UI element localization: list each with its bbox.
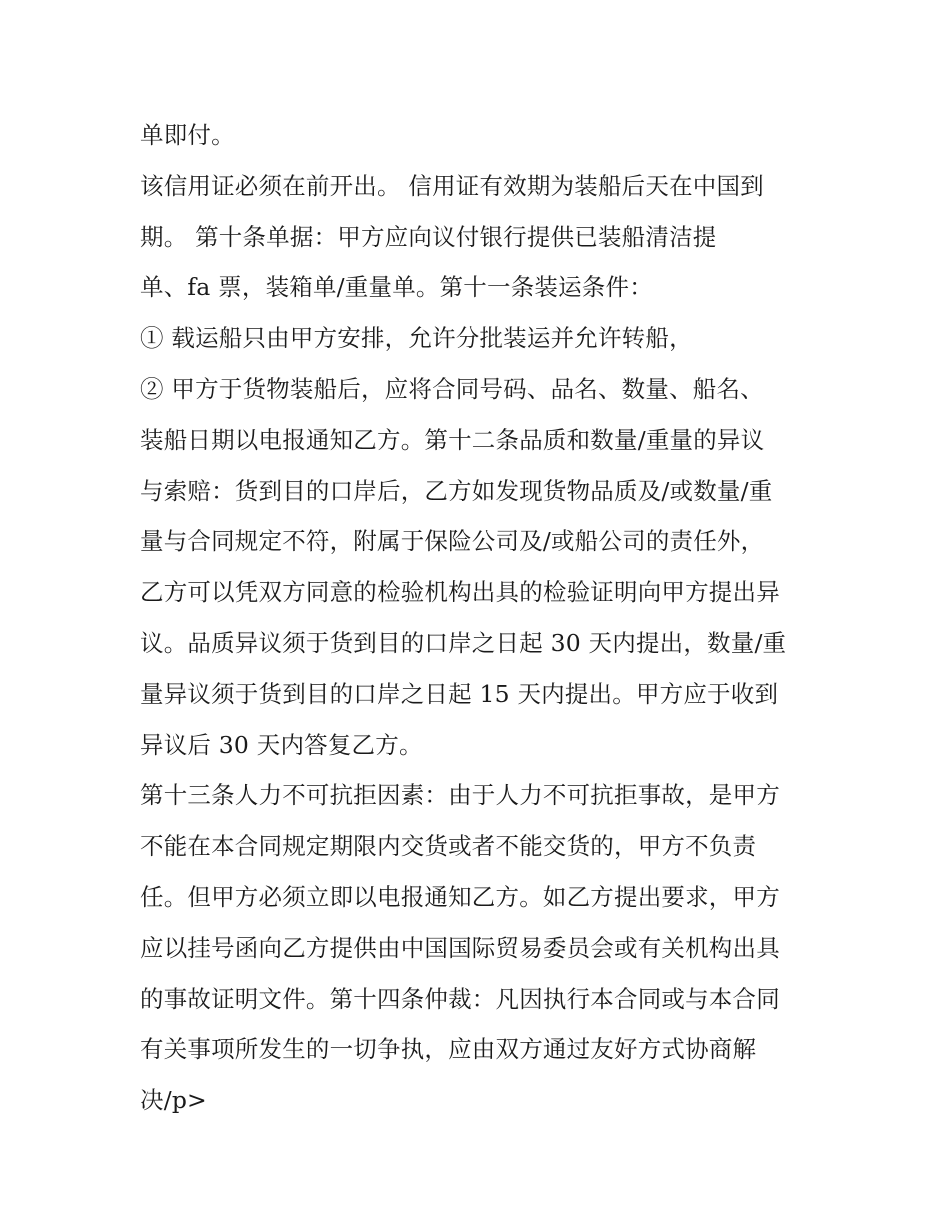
text-line-8: 与索赔：货到目的口岸后，乙方如发现货物品质及/或数量/重 xyxy=(140,476,773,505)
text-line-18: 的事故证明文件。第十四条仲裁：凡因执行本合同或与本合同 xyxy=(140,984,780,1013)
text-line-15: 不能在本合同规定期限内交货或者不能交货的，甲方不负责 xyxy=(140,832,757,861)
text-line-20: 决/p> xyxy=(140,1086,207,1115)
text-line-12: 量异议须于货到目的口岸之日起 15 天内提出。甲方应于收到 xyxy=(140,679,779,708)
text-line-13: 异议后 30 天内答复乙方。 xyxy=(140,730,423,759)
text-line-10: 乙方可以凭双方同意的检验机构出具的检验证明向甲方提出异 xyxy=(140,578,780,607)
text-line-1: 单即付。 xyxy=(140,121,235,149)
text-line-16: 任。但甲方必须立即以电报通知乙方。如乙方提出要求，甲方 xyxy=(140,882,780,911)
text-line-11: 议。品质异议须于货到目的口岸之日起 30 天内提出，数量/重 xyxy=(140,628,787,657)
text-line-17: 应以挂号函向乙方提供由中国国际贸易委员会或有关机构出具 xyxy=(140,933,780,962)
text-line-2: 该信用证必须在前开出。 信用证有效期为装船后天在中国到 xyxy=(140,171,764,200)
text-line-14: 第十三条人力不可抗拒因素：由于人力不可抗拒事故，是甲方 xyxy=(140,781,780,810)
text-line-9: 量与合同规定不符，附属于保险公司及/或船公司的责任外， xyxy=(140,527,765,556)
text-line-19: 有关事项所发生的一切争执，应由双方通过友好方式协商解 xyxy=(140,1035,757,1064)
text-line-6: ② 甲方于货物装船后，应将合同号码、品名、数量、船名、 xyxy=(140,374,764,403)
text-line-5: ① 载运船只由甲方安排，允许分批装运并允许转船， xyxy=(140,324,693,353)
text-line-4: 单、fa 票，装箱单/重量单。第十一条装运条件： xyxy=(140,273,653,302)
text-line-3: 期。 第十条单据：甲方应向议付银行提供已装船清洁提 xyxy=(140,222,717,251)
text-line-7: 装船日期以电报通知乙方。第十二条品质和数量/重量的异议 xyxy=(140,425,765,454)
contract-text-body xyxy=(140,110,820,1126)
